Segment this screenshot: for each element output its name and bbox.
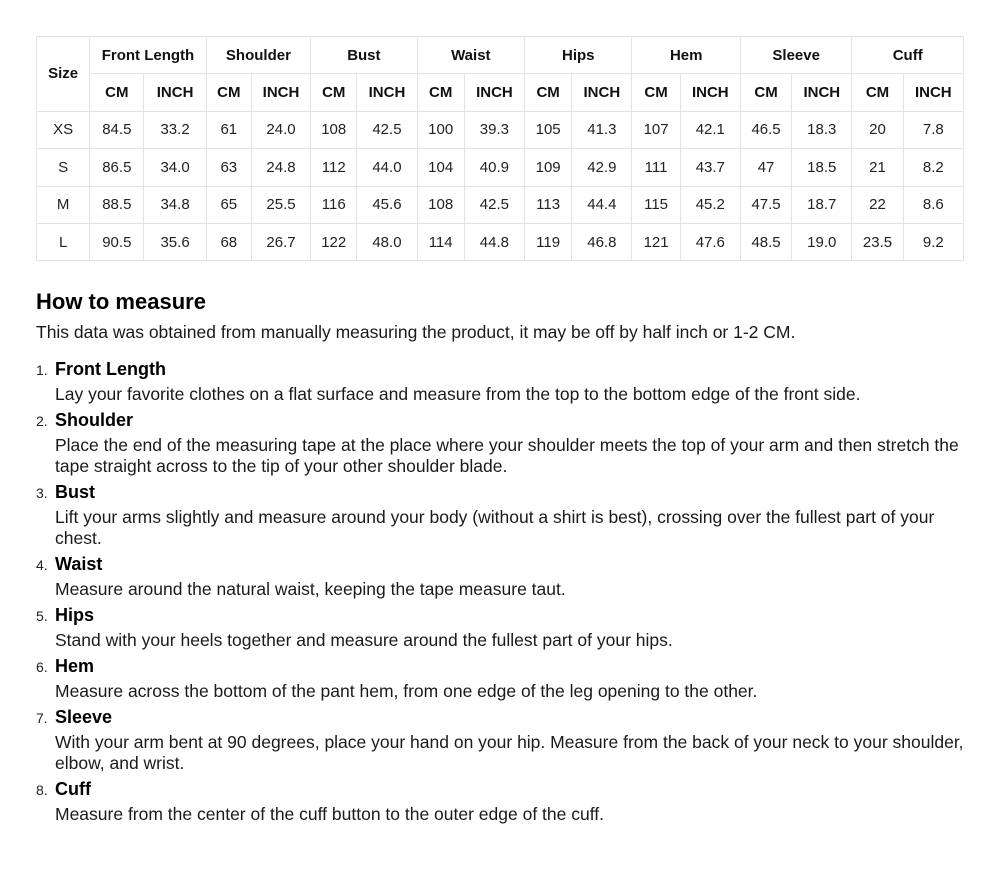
measurement-disclaimer: This data was obtained from manually measuring the product, it may be off by half inch or 1-2 CM.: [36, 322, 796, 342]
step-number: 2.: [36, 413, 48, 429]
measurement-cell: 23.5: [852, 223, 903, 260]
measurement-cell: 20: [852, 111, 903, 148]
measurement-cell: 47.6: [680, 223, 740, 260]
measurement-cell: 35.6: [144, 223, 206, 260]
step-description: Lift your arms slightly and measure around your body (without a shirt is best), crossing over the fullest part of your chest.: [55, 507, 935, 548]
step-number: 8.: [36, 782, 48, 798]
size-label-cell: XS: [37, 111, 90, 148]
step-description: Measure from the center of the cuff button to the outer edge of the cuff.: [55, 804, 605, 824]
size-column-header: Size: [37, 37, 90, 112]
measurement-cell: 119: [525, 223, 572, 260]
measurement-cell: 18.7: [792, 186, 852, 223]
measurement-cell: 8.6: [903, 186, 963, 223]
measurement-cell: 42.5: [357, 111, 417, 148]
measurement-cell: 42.1: [680, 111, 740, 148]
size-label-cell: L: [37, 223, 90, 260]
measurement-cell: 18.5: [792, 149, 852, 186]
step-body: [55, 654, 976, 702]
step-body: [55, 408, 976, 477]
size-label-cell: S: [37, 149, 90, 186]
measurement-cell: 44.4: [572, 186, 632, 223]
unit-header-cm: CM: [852, 74, 903, 111]
group-header-waist: Waist: [417, 37, 524, 74]
measurement-cell: 8.2: [903, 149, 963, 186]
measurement-cell: 22: [852, 186, 903, 223]
step-number: 4.: [36, 557, 48, 573]
step-number: 3.: [36, 485, 48, 501]
step-body: [55, 480, 976, 549]
unit-header-cm: CM: [740, 74, 791, 111]
measurement-cell: 90.5: [90, 223, 144, 260]
list-item: [36, 480, 976, 549]
step-number: 6.: [36, 659, 48, 675]
size-label-cell: M: [37, 186, 90, 223]
step-description: With your arm bent at 90 degrees, place your hand on your hip. Measure from the back of your neck to your shoulder, elbow, and wrist.: [55, 732, 964, 773]
measurement-cell: 48.0: [357, 223, 417, 260]
measurement-cell: 44.0: [357, 149, 417, 186]
group-header-sleeve: Sleeve: [740, 37, 851, 74]
list-item: [36, 408, 976, 477]
unit-header-inch: INCH: [251, 74, 310, 111]
size-chart-table: [36, 36, 964, 261]
measurement-cell: 108: [311, 111, 357, 148]
group-header-shoulder: Shoulder: [206, 37, 310, 74]
unit-header-cm: CM: [90, 74, 144, 111]
group-header-hem: Hem: [632, 37, 740, 74]
measurement-cell: 86.5: [90, 149, 144, 186]
measurement-cell: 41.3: [572, 111, 632, 148]
measurement-steps-list: [36, 357, 976, 828]
step-description: Place the end of the measuring tape at the place where your shoulder meets the top of your arm and then stretch the tape straight across to the tip of your other shoulder blade.: [55, 435, 959, 476]
table-row: [37, 149, 964, 186]
measurement-cell: 42.9: [572, 149, 632, 186]
group-header-bust: Bust: [311, 37, 417, 74]
measurement-cell: 47: [740, 149, 791, 186]
step-title: Sleeve: [55, 707, 113, 727]
unit-header-inch: INCH: [680, 74, 740, 111]
measurement-cell: 115: [632, 186, 680, 223]
how-to-measure-heading: How to measure: [36, 289, 206, 314]
size-chart-header: [37, 37, 964, 112]
measurement-cell: 19.0: [792, 223, 852, 260]
measurement-cell: 40.9: [464, 149, 524, 186]
measurement-cell: 34.8: [144, 186, 206, 223]
group-header-row: [37, 37, 964, 74]
measurement-cell: 47.5: [740, 186, 791, 223]
step-title: Bust: [55, 482, 95, 502]
unit-header-inch: INCH: [792, 74, 852, 111]
unit-header-cm: CM: [632, 74, 680, 111]
step-description: Lay your favorite clothes on a flat surface and measure from the top to the bottom edge of the front side.: [55, 384, 861, 404]
group-header-front-length: Front Length: [90, 37, 206, 74]
step-description: Measure around the natural waist, keeping the tape measure taut.: [55, 579, 566, 599]
list-item: [36, 357, 976, 405]
step-number: 5.: [36, 608, 48, 624]
measurement-cell: 107: [632, 111, 680, 148]
measurement-cell: 25.5: [251, 186, 310, 223]
measurement-cell: 104: [417, 149, 464, 186]
measurement-cell: 45.2: [680, 186, 740, 223]
measurement-cell: 105: [525, 111, 572, 148]
step-number: 7.: [36, 710, 48, 726]
measurement-cell: 48.5: [740, 223, 791, 260]
measurement-cell: 68: [206, 223, 251, 260]
measurement-cell: 24.8: [251, 149, 310, 186]
unit-header-inch: INCH: [464, 74, 524, 111]
unit-header-cm: CM: [206, 74, 251, 111]
unit-header-inch: INCH: [572, 74, 632, 111]
measurement-cell: 111: [632, 149, 680, 186]
measurement-cell: 88.5: [90, 186, 144, 223]
measurement-cell: 65: [206, 186, 251, 223]
measurement-cell: 122: [311, 223, 357, 260]
step-body: [55, 357, 976, 405]
measurement-cell: 63: [206, 149, 251, 186]
step-body: [55, 705, 976, 774]
measurement-cell: 45.6: [357, 186, 417, 223]
measurement-cell: 100: [417, 111, 464, 148]
unit-header-inch: INCH: [144, 74, 206, 111]
unit-header-cm: CM: [525, 74, 572, 111]
measurement-cell: 24.0: [251, 111, 310, 148]
list-item: [36, 654, 976, 702]
unit-header-inch: INCH: [903, 74, 963, 111]
measurement-cell: 39.3: [464, 111, 524, 148]
measurement-cell: 26.7: [251, 223, 310, 260]
step-description: Measure across the bottom of the pant hem, from one edge of the leg opening to the other.: [55, 681, 758, 701]
measurement-cell: 113: [525, 186, 572, 223]
unit-header-cm: CM: [417, 74, 464, 111]
list-item: [36, 603, 976, 651]
measurement-cell: 108: [417, 186, 464, 223]
table-row: [37, 186, 964, 223]
measurement-cell: 42.5: [464, 186, 524, 223]
unit-header-cm: CM: [311, 74, 357, 111]
size-chart-body: [37, 111, 964, 261]
step-title: Waist: [55, 554, 103, 574]
step-title: Cuff: [55, 779, 91, 799]
table-row: [37, 111, 964, 148]
group-header-cuff: Cuff: [852, 37, 964, 74]
measurement-cell: 116: [311, 186, 357, 223]
measurement-cell: 43.7: [680, 149, 740, 186]
measurement-cell: 46.8: [572, 223, 632, 260]
step-title: Shoulder: [55, 410, 134, 430]
measurement-cell: 34.0: [144, 149, 206, 186]
step-body: [55, 603, 976, 651]
step-description: Stand with your heels together and measure around the fullest part of your hips.: [55, 630, 673, 650]
unit-header-inch: INCH: [357, 74, 417, 111]
measurement-cell: 9.2: [903, 223, 963, 260]
table-row: [37, 223, 964, 260]
measurement-cell: 112: [311, 149, 357, 186]
measurement-cell: 7.8: [903, 111, 963, 148]
measurement-cell: 33.2: [144, 111, 206, 148]
list-item: [36, 552, 976, 600]
step-title: Hips: [55, 605, 95, 625]
step-body: [55, 552, 976, 600]
measurement-cell: 121: [632, 223, 680, 260]
step-body: [55, 777, 976, 825]
measurement-cell: 84.5: [90, 111, 144, 148]
measurement-cell: 114: [417, 223, 464, 260]
measurement-cell: 18.3: [792, 111, 852, 148]
group-header-hips: Hips: [525, 37, 632, 74]
measurement-cell: 44.8: [464, 223, 524, 260]
measurement-cell: 109: [525, 149, 572, 186]
step-number: 1.: [36, 362, 48, 378]
step-title: Front Length: [55, 359, 166, 379]
measurement-cell: 21: [852, 149, 903, 186]
measurement-cell: 61: [206, 111, 251, 148]
unit-header-row: [37, 74, 964, 111]
step-title: Hem: [55, 656, 95, 676]
list-item: [36, 705, 976, 774]
list-item: [36, 777, 976, 825]
measurement-cell: 46.5: [740, 111, 791, 148]
